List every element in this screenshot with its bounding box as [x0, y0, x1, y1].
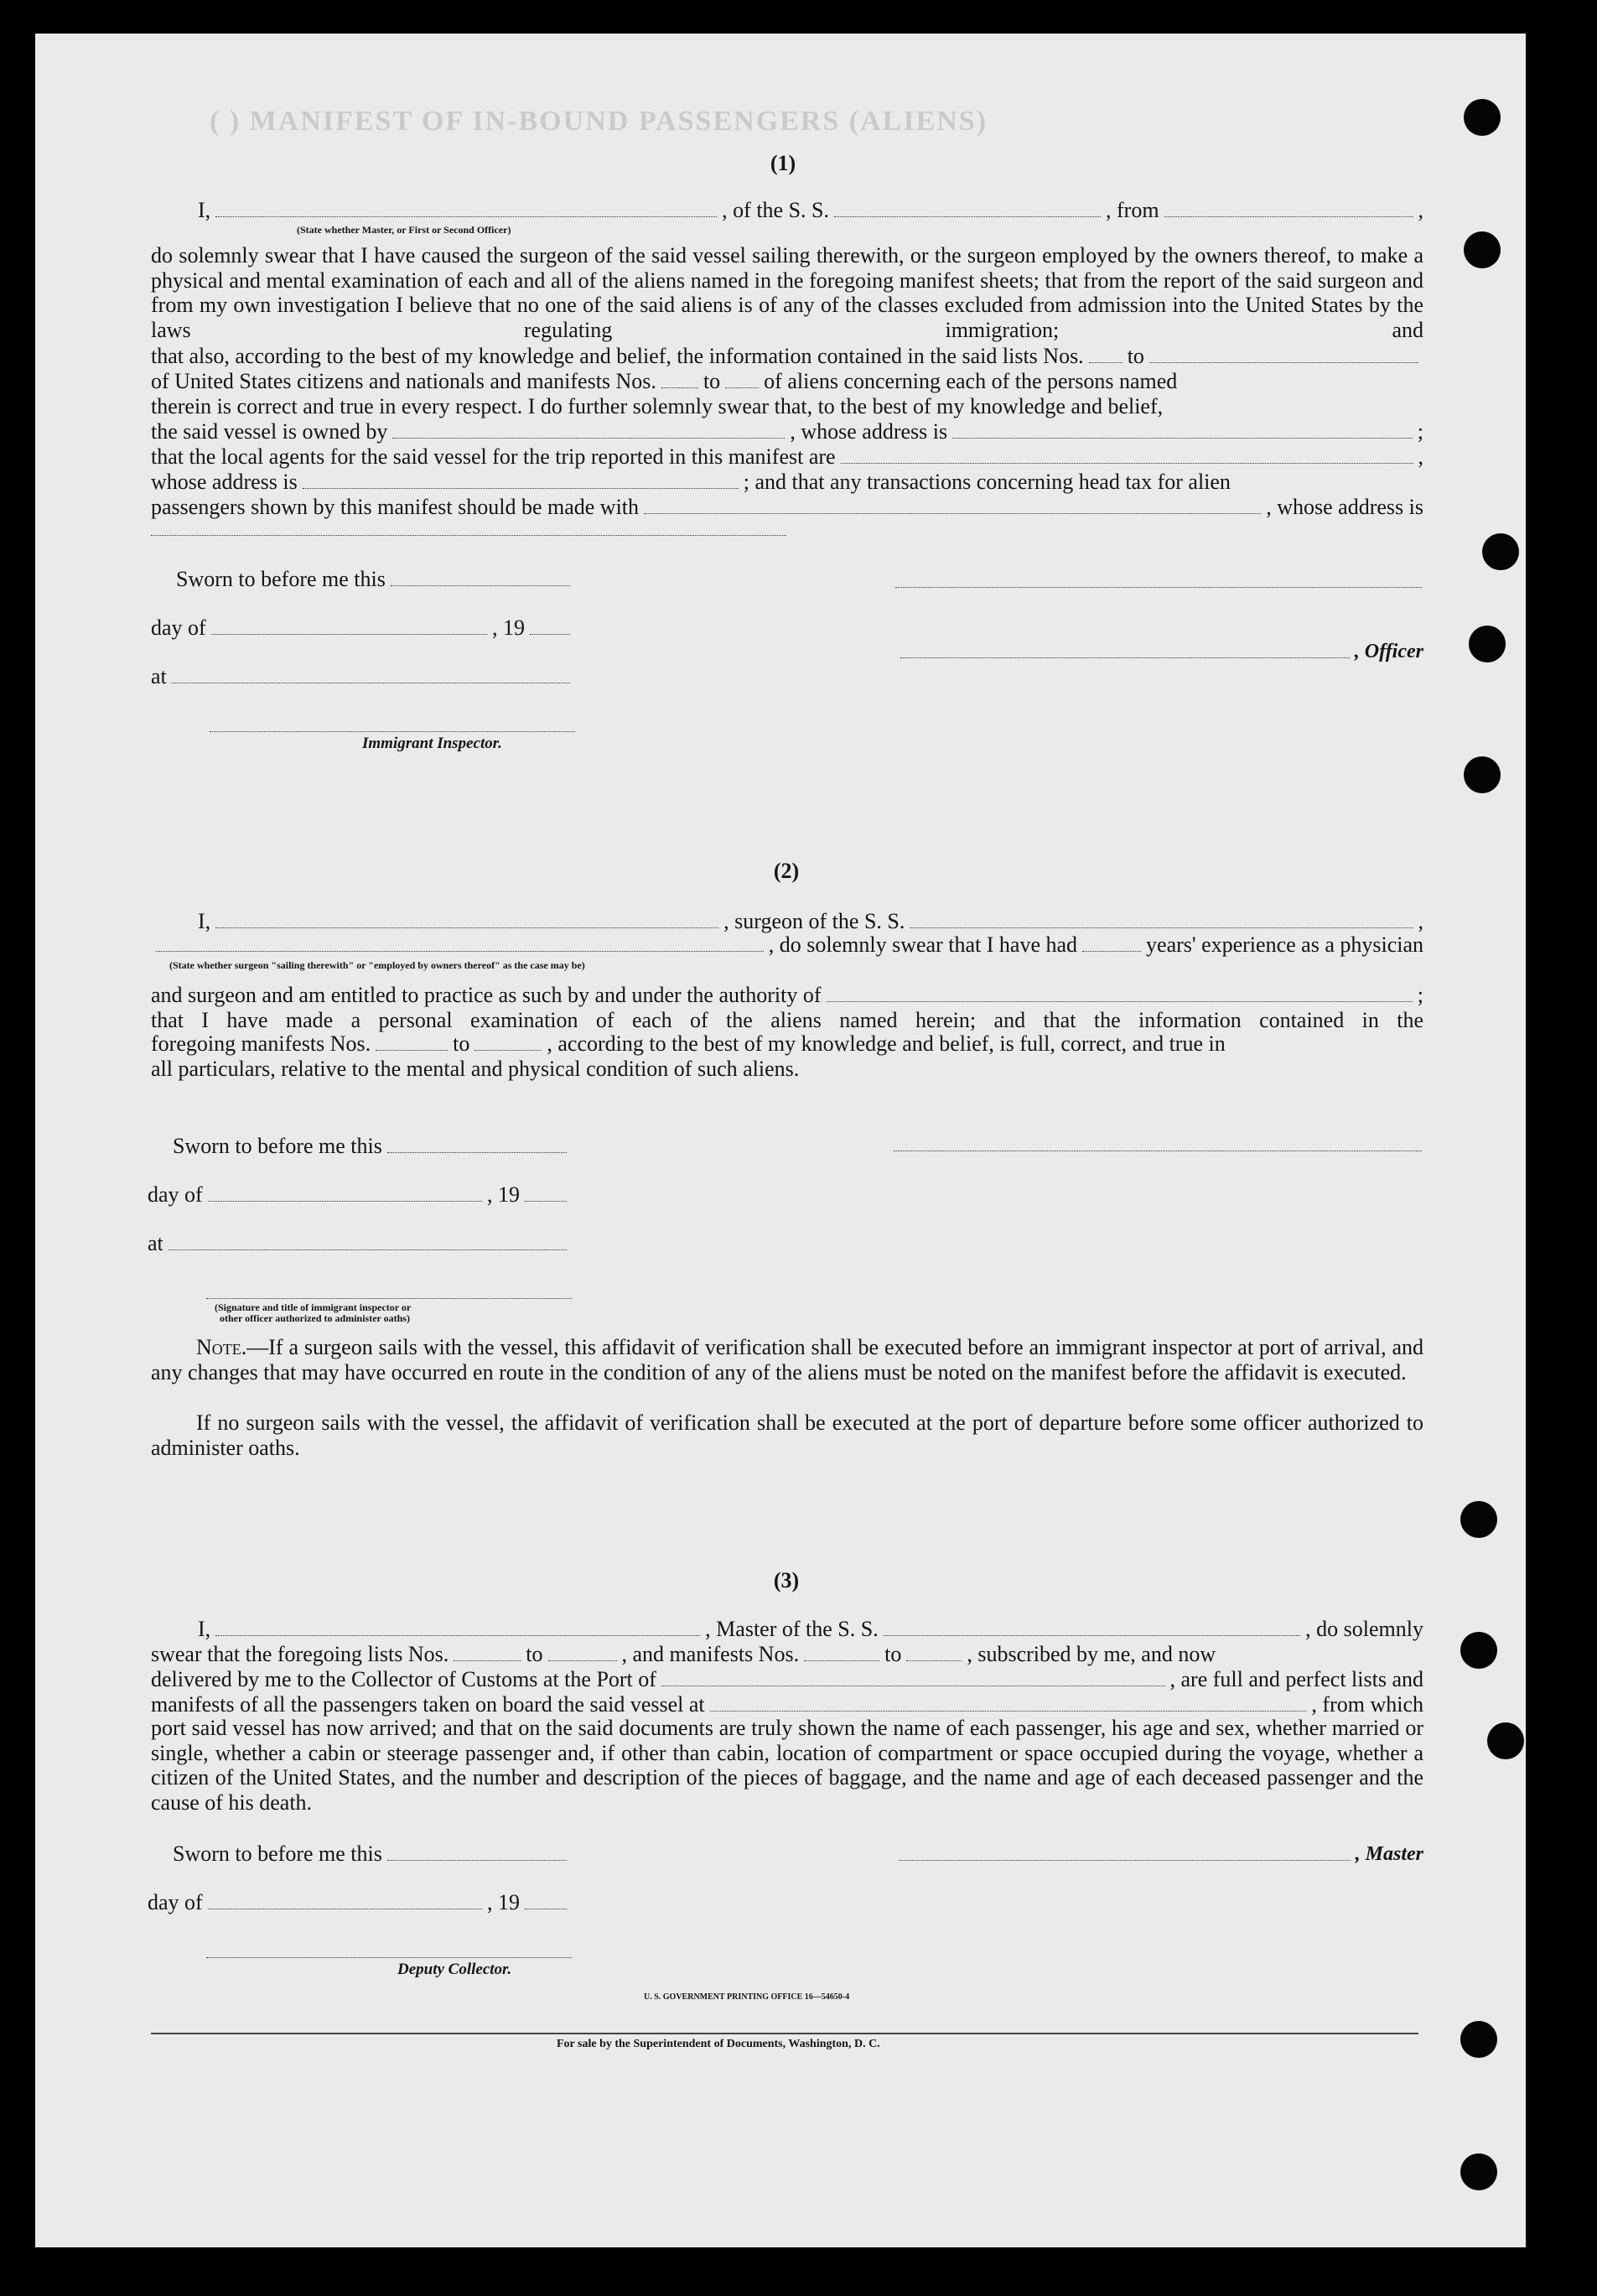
to-text: to [453, 1031, 470, 1056]
signature-note-2: other officer authorized to administer oaths) [220, 1312, 410, 1324]
vessel-name-field[interactable] [884, 1634, 1300, 1636]
section3-manifests-line [151, 1692, 1423, 1717]
label-i: I, [198, 909, 211, 933]
authority-text: and surgeon and am entitled to practice as such by and under the authority of [151, 983, 822, 1007]
swear-text: , do solemnly swear that I have had [768, 932, 1078, 957]
note-paragraph [151, 1335, 1423, 1384]
head-tax-address-field[interactable] [151, 535, 786, 536]
month-field[interactable] [208, 1908, 482, 1909]
vessel-name-field[interactable] [910, 927, 1413, 928]
sworn-text: Sworn to before me this [173, 1841, 382, 1866]
at-line-1 [151, 664, 575, 689]
section1-paragraph: do solemnly swear that I have caused the surgeon of the said vessel sailing therewith, or the surgeon employed by the owners thereof, to make a physical and mental examination of each and all of the aliens named in the foregoing manifest sheets; that from the report of the said surgeon and from my own investigation I believe that no one of the said aliens is of any of the classes excluded from admission into the United States by the laws regulating immigration; and [151, 243, 1423, 342]
manifests-to-field[interactable] [474, 1049, 542, 1051]
full-text: , are full and perfect lists and [1169, 1667, 1423, 1691]
binder-hole [1464, 231, 1501, 268]
manifests-to-field[interactable] [725, 387, 759, 388]
port-field[interactable] [661, 1685, 1165, 1686]
aliens-text: of aliens concerning each of the persons named [764, 369, 1178, 393]
head-tax-text: ; and that any transactions concerning head tax for alien [743, 470, 1231, 494]
particulars-text: all particulars, relative to the mental and physical condition of such aliens. [151, 1057, 800, 1081]
section3-line1 [198, 1617, 1423, 1642]
year-field[interactable] [525, 1908, 567, 1909]
sworn-line-3 [173, 1841, 572, 1867]
deponent-signature-field[interactable] [895, 587, 1422, 588]
vessel-name-field[interactable] [834, 216, 1101, 217]
binder-hole [1460, 2021, 1497, 2058]
authority-field[interactable] [827, 1000, 1413, 1002]
passengers-text: passengers shown by this manifest should be made with [151, 495, 640, 519]
comma: , [1418, 909, 1423, 933]
master-signature-field[interactable] [899, 1859, 1351, 1861]
subscribed-text: , subscribed by me, and now [967, 1642, 1216, 1666]
day-line-1 [151, 616, 575, 641]
binder-hole [1482, 533, 1519, 570]
section-number-2: (2) [773, 859, 800, 883]
to-text: to [884, 1642, 902, 1666]
surgeon-status-field[interactable] [156, 950, 764, 952]
faint-header: ( ) MANIFEST OF IN-BOUND PASSENGERS (ALIENS) [210, 106, 988, 137]
binder-hole [1487, 1722, 1524, 1759]
signature-note-1: (Signature and title of immigrant inspector or [215, 1301, 412, 1313]
day-of-text: day of [148, 1182, 203, 1207]
section1-owned-line [151, 419, 1423, 444]
agents-address-field[interactable] [303, 487, 739, 489]
place-field[interactable] [169, 1249, 567, 1250]
whose-address-text: , whose address is [1266, 495, 1423, 519]
year-field[interactable] [525, 1200, 567, 1202]
section1-whose-line [151, 470, 1423, 495]
year-prefix: , 19 [487, 1890, 520, 1914]
footer-rule [151, 2033, 1418, 2034]
manifests-text: foregoing manifests Nos. [151, 1031, 371, 1056]
owned-text: the said vessel is owned by [151, 419, 388, 444]
printing-office-imprint: U. S. GOVERNMENT PRINTING OFFICE 16—54650-4 [644, 1992, 850, 2002]
agents-text: that the local agents for the said vessel for the trip reported in this manifest are [151, 444, 836, 469]
binder-hole [1464, 99, 1501, 136]
from-which-text: , from which [1311, 1692, 1423, 1717]
day-line-3 [148, 1890, 572, 1915]
section2-authority-line [151, 983, 1423, 1008]
day-of-text: day of [148, 1890, 203, 1914]
section1-passengers-line [151, 495, 1423, 520]
inspector-signature-field[interactable] [210, 731, 575, 732]
comma: , [1418, 444, 1423, 469]
section1-correct-line [151, 394, 1423, 419]
section2-manifests-line [151, 1031, 1423, 1057]
master-label: , Master [1355, 1843, 1423, 1865]
to-text: to [703, 369, 721, 393]
binder-hole [1469, 626, 1506, 662]
officer-label: , Officer [1354, 641, 1423, 662]
manifests-text: manifests of all the passengers taken on board the said vessel at [151, 1692, 705, 1717]
manifests-from-field[interactable] [661, 387, 698, 388]
officer-line [895, 639, 1423, 664]
note-label: Note. [196, 1335, 247, 1359]
collector-label: Deputy Collector. [397, 1961, 512, 1978]
at-text: at [151, 664, 167, 688]
manifests-from-field[interactable] [804, 1660, 879, 1661]
section2-examination: that I have made a personal examination of each of the aliens named herein; and that the information contained in the [151, 1008, 1423, 1032]
agents-field[interactable] [841, 462, 1413, 464]
sworn-text: Sworn to before me this [176, 567, 386, 591]
owner-address-field[interactable] [952, 437, 1413, 439]
sworn-line-2 [173, 1134, 572, 1159]
inspector-label: Immigrant Inspector. [362, 735, 502, 752]
label-of-ss: , of the S. S. [722, 198, 830, 222]
manifests-from-field[interactable] [376, 1049, 448, 1051]
section1-line1 [198, 198, 1423, 223]
section3-lists-line [151, 1642, 1423, 1667]
lists-text: that also, according to the best of my knowledge and belief, the information contained in the said lists Nos. [151, 344, 1084, 368]
years-text: years' experience as a physician [1146, 932, 1423, 957]
and-manifests-text: , and manifests Nos. [621, 1642, 800, 1666]
surgeon-note: (State whether surgeon "sailing therewith" or "employed by owners thereof" as the case may be) [169, 959, 585, 971]
at-line-2 [148, 1231, 572, 1256]
place-field[interactable] [172, 682, 570, 683]
whose-address-text: , whose address is [790, 419, 948, 444]
years-field[interactable] [1082, 950, 1141, 952]
lists-to-field[interactable] [548, 1660, 617, 1661]
at-text: at [148, 1231, 163, 1255]
note-text: —If a surgeon sails with the vessel, this affidavit of verification shall be executed before an immigrant inspector at port of arrival, and any changes that may have occurred en route in the condition of any of the aliens must be noted on the manifest before the affidavit is executed. [151, 1335, 1423, 1384]
from-port-field[interactable] [1164, 216, 1413, 217]
section3-paragraph: port said vessel has now arrived; and that on the said documents are truly shown the name of each passenger, his age and sex, whether married or single, whether a cabin or steerage passenger and, if other than cabin, location of compartment or space occupied during the voyage, whether a citizen of the United States, and the number and description of the pieces of baggage, and the name and age of each deceased passenger and the cause of his death. [151, 1716, 1423, 1815]
master-note: (State whether Master, or First or Second Officer) [297, 224, 511, 236]
master-name-field[interactable] [215, 216, 717, 217]
binder-hole [1460, 1632, 1497, 1669]
label-i: I, [198, 1617, 211, 1641]
lists-from-field[interactable] [454, 1660, 521, 1661]
correct-text: therein is correct and true in every respect. I do further solemnly swear that, to the best of my knowledge and belief, [151, 394, 1164, 418]
departure-port-field[interactable] [710, 1710, 1307, 1712]
section1-citizens-line [151, 369, 1423, 394]
collector-signature-field[interactable] [206, 1957, 572, 1958]
label-from: , from [1106, 198, 1159, 222]
semicolon: ; [1417, 419, 1423, 444]
section2-line1 [198, 909, 1423, 934]
section2-particulars-line [151, 1057, 1423, 1082]
section2-line2 [151, 932, 1423, 958]
lists-to-field[interactable] [1149, 361, 1418, 363]
section1-lists-line [151, 344, 1423, 369]
to-text: to [1127, 344, 1144, 368]
day-of-text: day of [151, 616, 206, 640]
year-field[interactable] [530, 633, 570, 635]
master-name-field[interactable] [215, 1634, 700, 1636]
lists-from-field[interactable] [1089, 361, 1123, 363]
whose-address-text: whose address is [151, 470, 298, 494]
binder-hole [1464, 756, 1501, 793]
to-text: to [526, 1642, 543, 1666]
section-number-3: (3) [773, 1568, 800, 1592]
sworn-day-field[interactable] [391, 584, 570, 586]
sworn-day-field[interactable] [387, 1151, 567, 1153]
note-paragraph-2: If no surgeon sails with the vessel, the affidavit of verification shall be executed at the port of departure before some officer authorized to administer oaths. [151, 1410, 1423, 1460]
label-i: I, [198, 198, 211, 222]
month-field[interactable] [211, 633, 487, 635]
section1-agents-line [151, 444, 1423, 470]
month-field[interactable] [208, 1200, 482, 1202]
day-line-2 [148, 1182, 572, 1208]
for-sale-line: For sale by the Superintendent of Documents, Washington, D. C. [557, 2038, 880, 2050]
solemnly-text: , do solemnly [1305, 1617, 1423, 1641]
surgeon-name-field[interactable] [215, 927, 718, 928]
swear-text: swear that the foregoing lists Nos. [151, 1642, 449, 1666]
section3-delivered-line [151, 1667, 1423, 1692]
semicolon: ; [1417, 983, 1423, 1007]
head-tax-party-field[interactable] [644, 512, 1261, 514]
officer-signature-field[interactable] [900, 657, 1350, 658]
delivered-text: delivered by me to the Collector of Customs at the Port of [151, 1667, 656, 1691]
master-of-text: , Master of the S. S. [705, 1617, 879, 1641]
section-number-1: (1) [770, 151, 796, 175]
master-line [894, 1841, 1423, 1867]
label-comma: , [1418, 198, 1423, 222]
binder-hole [1460, 1501, 1497, 1538]
year-prefix: , 19 [492, 616, 525, 640]
owner-field[interactable] [392, 437, 785, 439]
surgeon-of-text: , surgeon of the S. S. [723, 909, 905, 933]
sworn-line-1 [176, 567, 575, 592]
year-prefix: , 19 [487, 1182, 520, 1207]
citizens-text: of United States citizens and nationals and manifests Nos. [151, 369, 656, 393]
manifests-to-field[interactable] [906, 1660, 962, 1661]
sworn-text: Sworn to before me this [173, 1134, 382, 1158]
binder-hole [1460, 2153, 1497, 2190]
signature-field[interactable] [206, 1298, 572, 1299]
according-text: , according to the best of my knowledge and belief, is full, correct, and true in [547, 1031, 1226, 1056]
sworn-day-field[interactable] [387, 1859, 567, 1861]
